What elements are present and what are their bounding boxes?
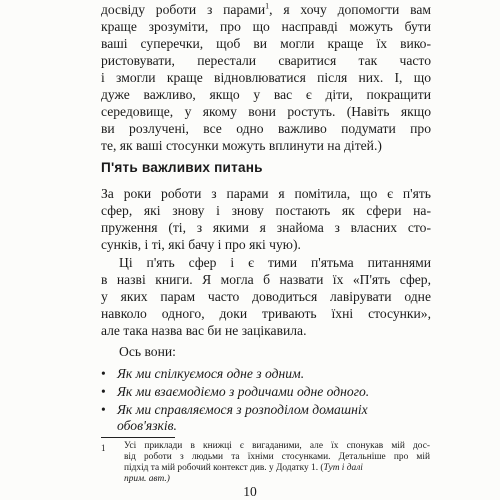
page-number: 10 xyxy=(243,484,257,499)
bullet-icon: • xyxy=(101,384,106,399)
text-line: сунків, і ті, які бачу і про які чую). xyxy=(101,237,301,252)
list-intro: Ось вони: xyxy=(119,344,176,359)
footnote-line: підхід та мій робочий контекст див. у Додатку 1. (Тут і далі xyxy=(124,463,363,473)
bullet-icon: • xyxy=(101,402,106,417)
text-line: у яких парам часто доводиться лавірувати одне xyxy=(101,289,431,304)
text-line: ви розлучені, все одно важливо подумати про xyxy=(101,121,431,136)
footnote-line: Усі приклади в книжці є вигаданими, але їх спонукав мій дос- xyxy=(124,441,430,451)
footnote-italic: Тут і далі xyxy=(323,463,363,473)
text-line: навколо одного, доки тривають їхні стосунки», xyxy=(101,306,431,321)
bullet-icon: • xyxy=(101,366,106,381)
text-line: За роки роботи з парами я помітила, що є п'ять xyxy=(101,186,431,201)
footnote-divider xyxy=(101,437,175,438)
footnote-italic: прим. авт.) xyxy=(124,474,170,484)
text-line: Ці п'ять сфер і є тими п'ятьма питаннями xyxy=(119,255,431,270)
footnote-line: від роботи з людьми та їхніми стосунками. Детальніше про мій xyxy=(124,452,430,462)
text-line: те, як ваші стосунки можуть вплинути на дітей.) xyxy=(101,138,382,153)
text-line: ваші суперечки, щоб ви могли краще їх вико- xyxy=(101,36,431,51)
list-item: • Як ми справляємося з розподілом домашніх xyxy=(101,402,368,417)
footnote-number: 1 xyxy=(101,443,106,453)
list-item: • Як ми спілкуємося одне з одним. xyxy=(101,366,305,381)
text-line: пруження (ті, з якими я знайома з власних сто- xyxy=(101,220,431,235)
text-line: дуже важливо, якщо у вас є діти, покращити xyxy=(101,87,431,102)
text-line: в назві книги. Я могла б назвати їх «П'ять сфер, xyxy=(101,272,431,287)
list-item: • Як ми взаємодіємо з родичами одне одного. xyxy=(101,384,370,399)
text-line: і змогли краще відновлюватися після них. І, що xyxy=(101,70,431,85)
footnote-reference[interactable]: 1 xyxy=(265,1,270,11)
text-line: краще зрозуміти, про що насправді можуть бути xyxy=(101,19,431,34)
text-line: середовище, у якому вони ростуть. (Навіть якщо xyxy=(101,104,431,119)
text-line: сфер, які знову і знову постають як сфери на- xyxy=(101,203,431,218)
text-line: досвіду роботи з парами$^1$, я хочу допомогти вам xyxy=(101,1,431,17)
section-heading: П'ять важливих питань xyxy=(101,160,263,175)
text-line: ристовувати, перестали сваритися так часто xyxy=(101,53,431,68)
list-item-continuation: обов'язків. xyxy=(117,418,177,433)
text-line: але така назва вас би не зацікавила. xyxy=(101,323,307,338)
